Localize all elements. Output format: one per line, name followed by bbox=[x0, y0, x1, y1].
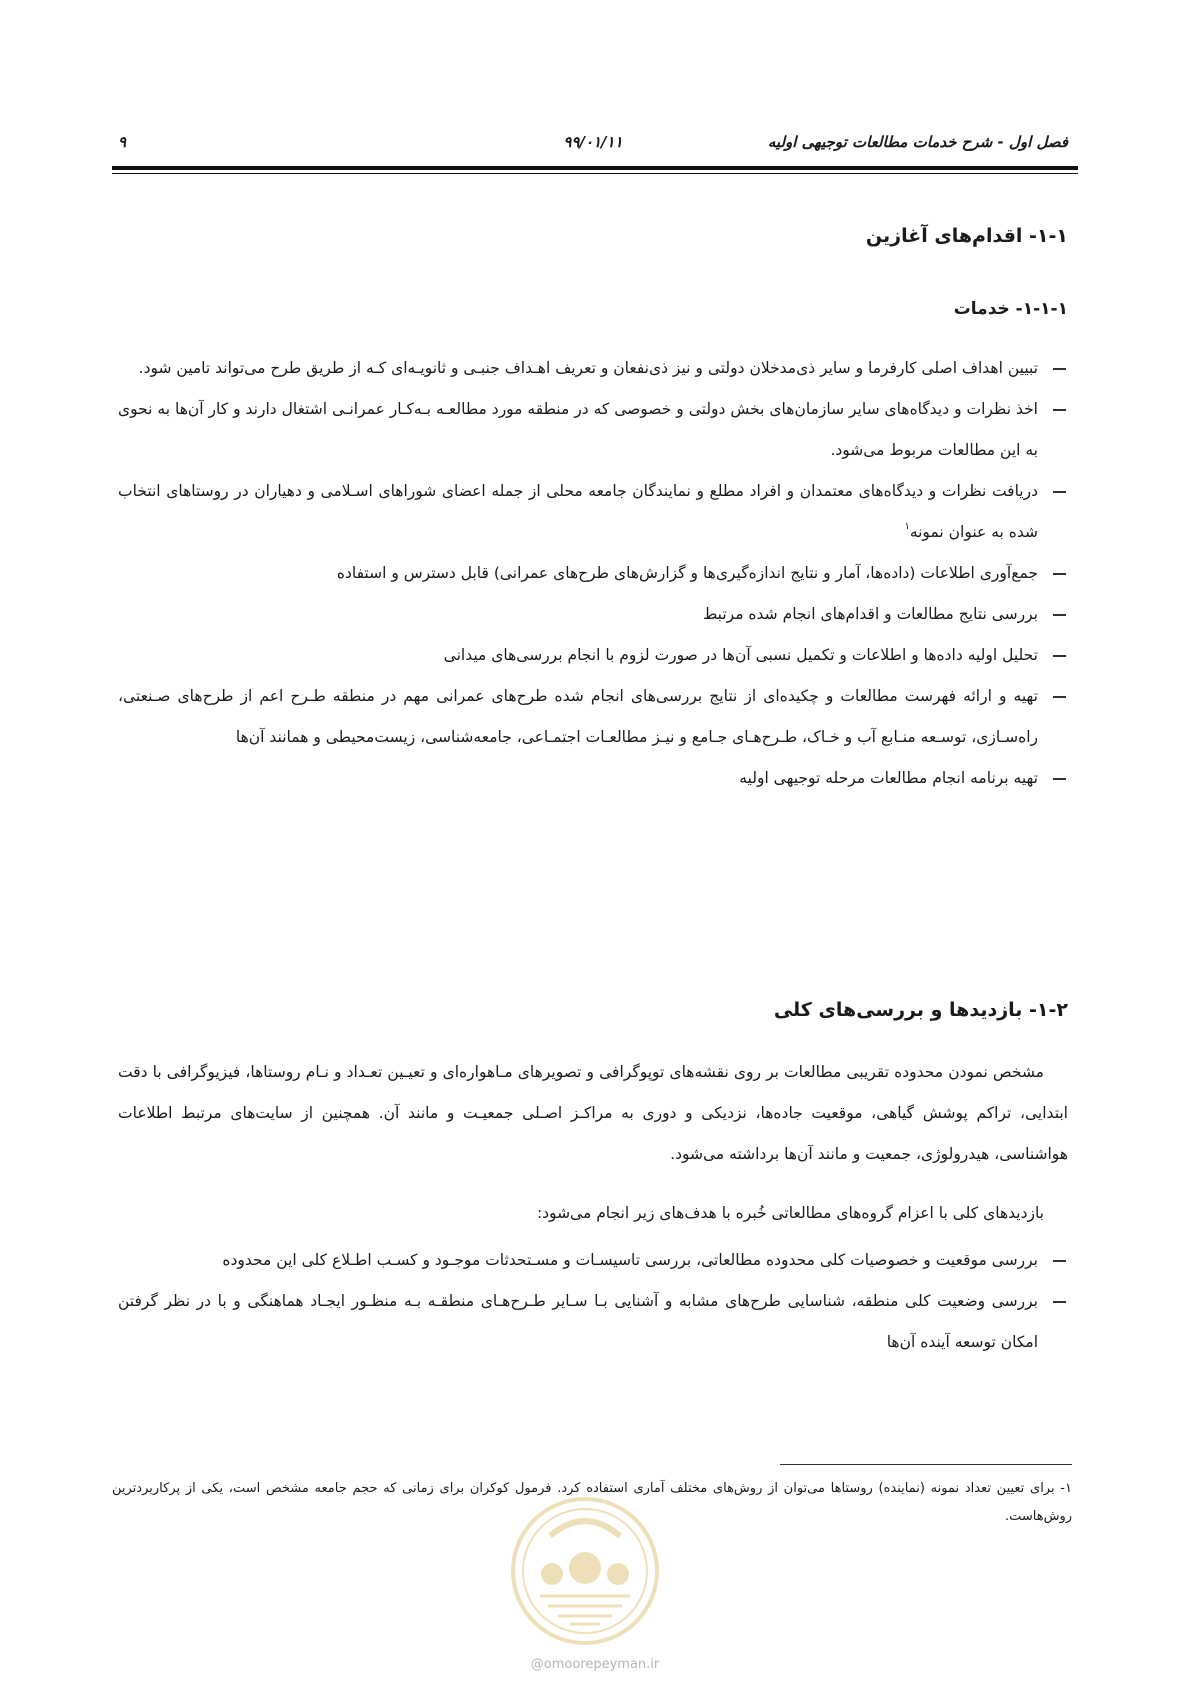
visits-list bbox=[118, 1240, 1068, 1363]
list-item: جمع‌آوری اطلاعات (داده‌ها، آمار و نتایج اندازه‌گیری‌ها و گزارش‌های طرح‌های عمرانی) قابل دسترس و استفاده bbox=[336, 564, 1038, 582]
list-item: دریافت نظرات و دیدگاه‌های معتمدان و افراد مطلع و نمایندگان جامعه محلی از جمله اعضای شوراهای اسـلامی و دهیاران در روستاهای انتخاب شده به عنوان نمونه$^۱$ bbox=[118, 482, 1038, 541]
list-item: تهیه و ارائه فهرست مطالعات و چکیده‌ای از نتایج بررسی‌های انجام شده طرح‌های عمرانی مهم در منطقه طـرح اعم از طرح‌های صـنعتی، راه‌سـازی، توسـعه منـابع آب و خـاک، طـرح‌هـای جـامع و نیـز مطالعـات اجتمـاعی، جامعه‌شناسی، زیست‌محیطی و همانند آن‌ها bbox=[118, 687, 1038, 746]
list-item: بررسی موقعیت و خصوصیات کلی محدوده مطالعاتی، بررسی تاسیسـات و مسـتحدثات موجـود و کسـب اطـلاع کلی این محدوده bbox=[222, 1251, 1038, 1269]
running-header bbox=[118, 131, 1068, 157]
page-number: ۹ bbox=[118, 133, 127, 151]
body-paragraph: مشخص نمودن محدوده تقریبی مطالعات بر روی نقشه‌های توپوگرافی و تصویرهای مـاهواره‌ای و تعیـین تعـداد و نـام روستاها، فیزیوگرافی با دقت ابتدایی، تراکم پوشش گیاهی، موقعیت جاده‌ها، نزدیکی و دوری به مراکـز اصـلی جمعیـت و مانند آن. همچنین از سایت‌های مرتبط اطلاعات هواشناسی، هیدرولوژی، جمعیت و مانند آن‌ها برداشته می‌شود. bbox=[118, 1063, 1068, 1163]
footnote: ۱- برای تعیین تعداد نمونه (نماینده) روستاها می‌توان از روش‌های مختلف آماری استفاده کرد. فرمول کوکران برای زمانی که حجم جامعه مشخص است، یکی از پرکاربردترین روش‌هاست. bbox=[112, 1481, 1072, 1524]
section-title-1-2: ۱-۲- بازدیدها و بررسی‌های کلی bbox=[773, 999, 1068, 1021]
list-item: تبیین اهداف اصلی کارفرما و سایر ذی‌مدخلان دولتی و نیز ذی‌نفعان و تعریف اهـداف جنبـی و ثانویـه‌ای کـه از طریق طرح می‌تواند تامین شود. bbox=[138, 359, 1038, 377]
header-date: ۹۹/۰۱/۱۱ bbox=[563, 133, 623, 151]
list-item: اخذ نظرات و دیدگاه‌های سایر سازمان‌های بخش دولتی و خصوصی که در منطقه مورد مطالعـه بـه‌کـار عمرانـی اشتغال دارند و کار آن‌ها به نحوی به این مطالعات مربوط می‌شود. bbox=[118, 400, 1038, 459]
footnote-rule bbox=[780, 1464, 1072, 1465]
services-list bbox=[118, 348, 1068, 799]
list-item: تهیه برنامه انجام مطالعات مرحله توجیهی اولیه bbox=[739, 769, 1038, 787]
watermark-site: @omoorepeyman.ir bbox=[530, 1657, 660, 1672]
body-paragraph: بازدیدهای کلی با اعزام گروه‌های مطالعاتی خُبره با هدف‌های زیر انجام می‌شود: bbox=[536, 1204, 1044, 1222]
list-item: بررسی وضعیت کلی منطقه، شناسایی طرح‌های مشابه و آشنایی بـا سـایر طـرح‌هـای منطقـه بـه منظـور ایجـاد هماهنگی و با در نظر گرفتن امکان توسعه آینده آن‌ها bbox=[118, 1292, 1038, 1351]
subsection-title-1-1-1: ۱-۱-۱- خدمات bbox=[953, 299, 1068, 319]
header-rule-thick bbox=[112, 166, 1078, 170]
section-title-1-1: ۱-۱- اقدام‌های آغازین bbox=[865, 225, 1068, 247]
header-rule-thin bbox=[112, 173, 1078, 174]
footnote-marker: ۱ bbox=[904, 521, 910, 532]
list-item: تحلیل اولیه داده‌ها و اطلاعات و تکمیل نسبی آن‌ها در صورت لزوم با انجام بررسی‌های میدانی bbox=[443, 646, 1038, 664]
list-item: بررسی نتایج مطالعات و اقدام‌های انجام شده مرتبط bbox=[702, 605, 1038, 623]
chapter-title: فصل اول - شرح خدمات مطالعات توجیهی اولیه bbox=[767, 133, 1068, 151]
watermark-stamp-logo bbox=[510, 1496, 660, 1646]
